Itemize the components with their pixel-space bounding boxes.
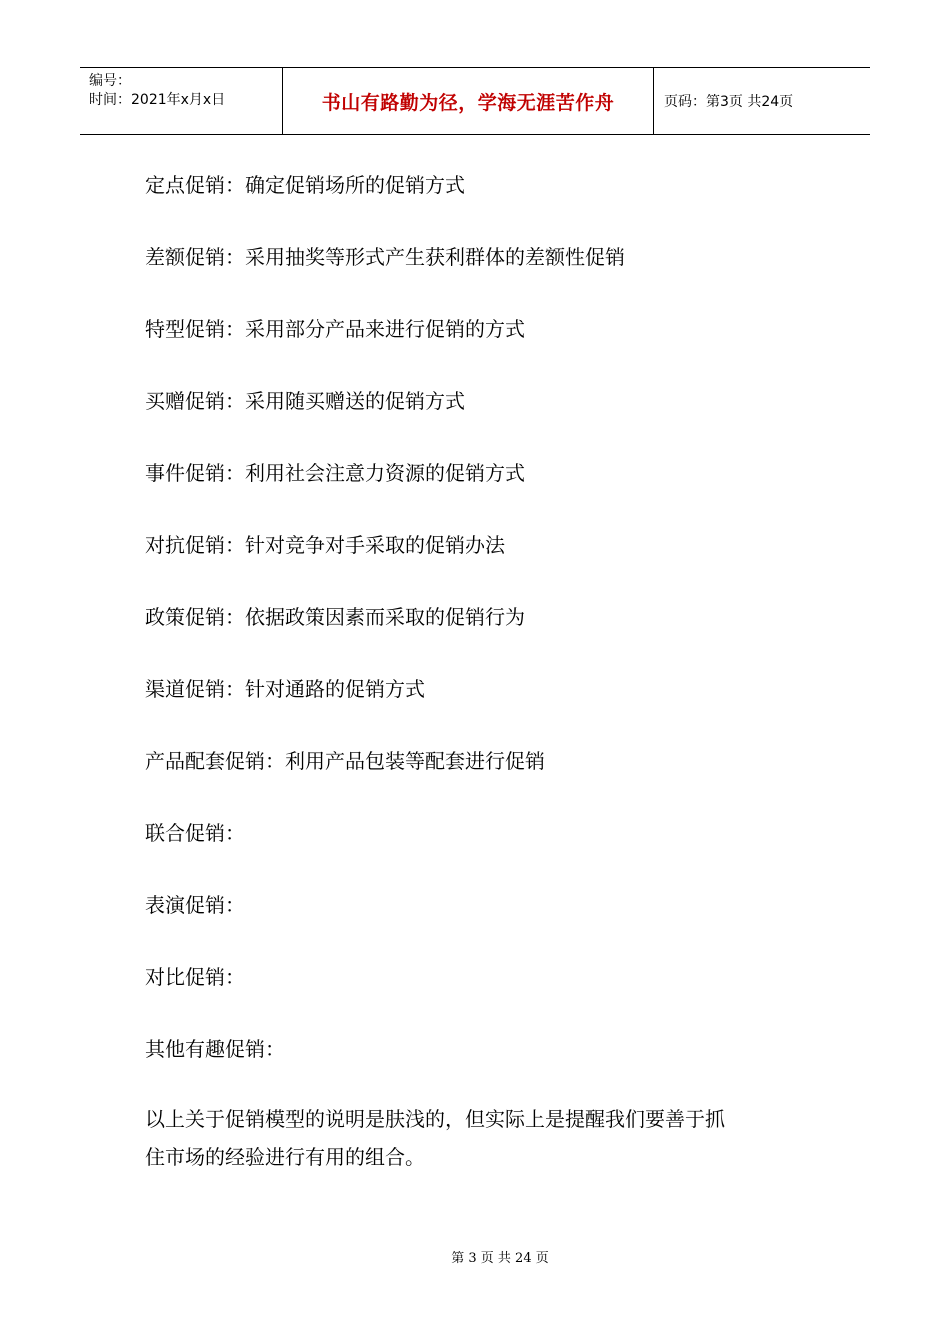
header-page-info: 页码：第3页 共24页 (664, 94, 794, 110)
date-label: 时间：2021年x月x日 (89, 92, 226, 108)
list-item: 联合促销： (145, 821, 245, 845)
list-item: 事件促销：利用社会注意力资源的促销方式 (145, 461, 525, 485)
list-item: 差额促销：采用抽奖等形式产生获利群体的差额性促销 (145, 245, 625, 269)
list-item: 买赠促销：采用随买赠送的促销方式 (145, 389, 465, 413)
list-item: 定点促销：确定促销场所的促销方式 (145, 173, 465, 197)
list-item: 特型促销：采用部分产品来进行促销的方式 (145, 317, 525, 341)
list-item: 表演促销： (145, 893, 245, 917)
header-meta (80, 68, 282, 134)
summary-line-1: 以上关于促销模型的说明是肤浅的，但实际上是提醒我们要善于抓 (145, 1107, 725, 1131)
document-body (145, 166, 805, 1176)
list-item: 渠道促销：针对通路的促销方式 (145, 677, 425, 701)
list-item: 对比促销： (145, 965, 245, 989)
document-header (80, 67, 870, 135)
list-item: 政策促销：依据政策因素而采取的促销行为 (145, 605, 525, 629)
number-label: 编号： (89, 73, 131, 89)
header-motto: 书山有路勤为径，学海无涯苦作舟 (282, 68, 654, 134)
summary-paragraph (145, 1100, 805, 1176)
list-item: 对抗促销：针对竞争对手采取的促销办法 (145, 533, 505, 557)
list-item: 其他有趣促销： (145, 1037, 285, 1061)
list-item: 产品配套促销：利用产品包装等配套进行促销 (145, 749, 545, 773)
summary-line-2: 住市场的经验进行有用的组合。 (145, 1145, 425, 1169)
page-footer: 第 3 页 共 24 页 (451, 1251, 549, 1266)
